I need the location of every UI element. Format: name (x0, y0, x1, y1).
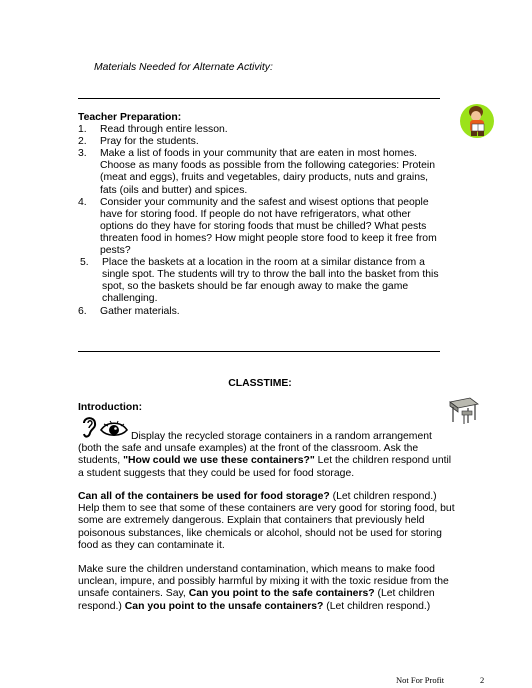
classtime-heading: CLASSTIME: (228, 378, 292, 389)
student-reading-icon (458, 100, 496, 140)
containers-question: Can all of the containers be used for food storage? (78, 491, 330, 502)
intro-paragraph-1: Display the recycled storage containers in a random arrangement (both the safe and unsafe examples) at the front of the classroom. Ask the students, "How could we use these containers?" Let the children respond until a student suggests that they could be used for food storage. (78, 431, 452, 479)
list-item: 5. Place the baskets at a location in the room at a similar distance from a single spot. The students will try to throw the ball into the basket from this spot, so the baskets should be far enough away to make the game challenging. (80, 257, 439, 305)
teacher-preparation-list (78, 124, 444, 318)
teacher-preparation-heading: Teacher Preparation: (78, 112, 182, 123)
introduction-heading: Introduction: (78, 402, 143, 413)
list-item: 2. Pray for the students. (78, 136, 199, 148)
list-item: 6. Gather materials. (78, 305, 180, 317)
footer-text: Not For Profit (396, 675, 445, 685)
teacher-preparation-section (78, 112, 444, 318)
intro-question: "How could we use these containers?" (123, 455, 315, 467)
intro-paragraph-3: Make sure the children understand contamination, which means to make food unclean, impure, and possibly harmful by mixing it with the toxic residue from the unsafe containers. Say, Can you point to the safe containers? (Let children respond.) Can you point to the unsafe containers? (Let children respond.) (78, 564, 449, 612)
materials-heading: Materials Needed for Alternate Activity: (94, 62, 273, 73)
list-item: 3. Make a list of foods in your community that are eaten in most homes. Choose as many foods as possible from the following categories: Protein (meat and eggs), fruits and vegetables, dairy products, nuts and grains, fats (oils and butter) and spices. (78, 148, 435, 196)
desk-icon (444, 394, 482, 426)
safe-containers-question: Can you point to the safe containers? (188, 588, 375, 600)
divider-bottom (78, 351, 440, 352)
unsafe-containers-question: Can you point to the unsafe containers? (124, 600, 324, 612)
intro-paragraph-2: Can all of the containers be used for food storage? (Let children respond.) Help them to see that some of these containers are very good for storing food, but some are extremely dangerous. Explain that containers that previously held poisonous substances, like chemicals or alcohol, should not be used for storing food as they can contaminate it. (78, 491, 455, 551)
divider-top (78, 98, 440, 99)
list-item: 4. Consider your community and the safest and wisest options that people have for storing food. If people do not have refrigerators, what other options do they have for storing foods that must be chilled? What pests threaten food in homes? How might people store food to keep it free from pests? (78, 196, 437, 257)
page-number: 2 (480, 675, 485, 685)
list-item: 1. Read through entire lesson. (78, 124, 228, 136)
